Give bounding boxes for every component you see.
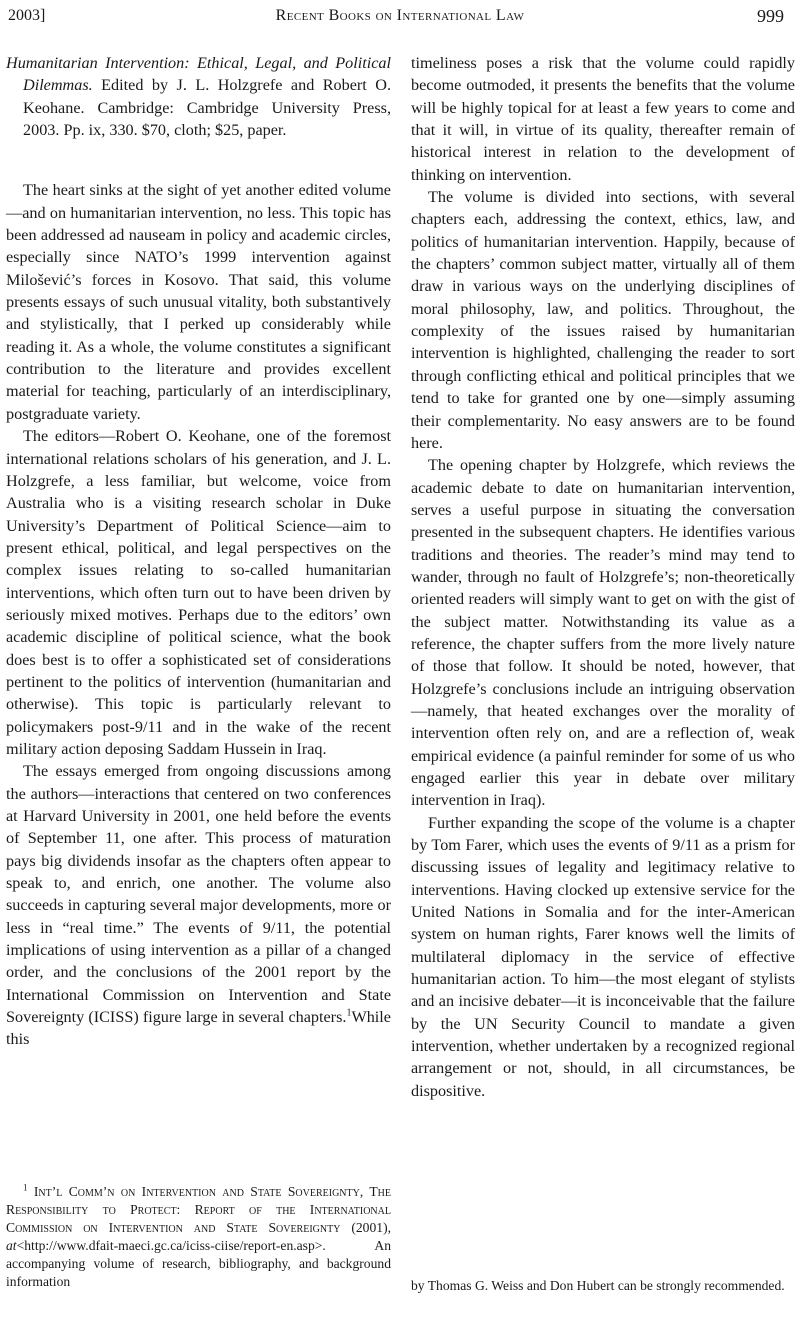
footnote-at: at xyxy=(6,1238,17,1253)
running-header xyxy=(8,6,792,28)
footnotes xyxy=(6,1183,391,1291)
right-column xyxy=(411,52,795,1102)
page-number: 999 xyxy=(757,6,784,26)
footnote xyxy=(6,1183,391,1291)
running-title: Recent Books on International Law xyxy=(275,7,525,24)
header-year: 2003] xyxy=(8,7,46,24)
book-citation xyxy=(6,52,391,141)
left-column xyxy=(6,52,391,1051)
paragraph: The heart sinks at the sight of yet another edited volume—and on humanitarian intervention, no less. This topic has been addressed ad nauseam in policy and academic circles, especially since NATO’s 1999 intervention against Milošević’s forces in Kosovo. That said, this volume presents essays of such unusual vitality, both substantively and stylistically, that I perked up considerably while reading it. As a whole, the volume constitutes a significant contribution to the literature and provides excellent material for teaching, particularly of an interdisciplinary, postgraduate variety. xyxy=(6,181,391,423)
footnote-number: 1 xyxy=(23,1182,28,1193)
book-details: Edited by J. L. Holzgrefe and Robert O. Keohane. Cambridge: Cambridge University Press, 2003. Pp. ix, 330. $70, cloth; $25, paper. xyxy=(23,76,391,140)
paragraph: The editors—Robert O. Keohane, one of the foremost international relations scholars of his generation, and J. L. Holzgrefe, a less familiar, but welcome, voice from Australia who is a visiting research scholar in Duke University’s Department of Political Science—aim to present ethical, political, and legal perspectives on the complex issues relating to so-called humanitarian interventions, which often turn out to have been driven by seriously mixed motives. Perhaps due to the editors’ own academic discipline of political science, what the book does best is to offer a sophisticated set of considerations pertinent to the politics of intervention (humanitarian and otherwise). This topic is particularly relevant to policymakers post-9/11 and in the wake of the recent military action deposing Saddam Hussein in Iraq. xyxy=(6,427,391,758)
footnote-url-text: <http://www.dfait-maeci.gc.ca/iciss-ciise/report-en.asp>. An accompanying volume of research, bibliography, and background information xyxy=(6,1238,391,1289)
footnote-continuation: by Thomas G. Weiss and Don Hubert can be strongly recommended. xyxy=(411,1278,785,1293)
paragraph: timeliness poses a risk that the volume could rapidly become outmoded, it presents the benefits that the volume will be highly topical for at least a few years to come and that it will, in virtue of its quality, thereafter remain of historical interest in relation to the development of thinking on intervention. xyxy=(411,54,795,184)
footnote-reference[interactable]: 1 xyxy=(346,1007,352,1019)
paragraph-tail: While this xyxy=(6,1008,391,1049)
footnote-year: (2001), xyxy=(351,1220,391,1235)
book-title: Humanitarian Intervention: Ethical, Legal, and Political Dilemmas. xyxy=(6,54,391,95)
paragraph: The volume is divided into sections, with several chapters each, addressing the context, ethics, law, and politics of humanitarian intervention. Happily, because of the chapters’ common subject matter, virtually all of them draw in various ways on the underlying disciplines of moral philosophy, law, and politics. Throughout, the complexity of the issues raised by humanitarian intervention is highlighted, challenging the reader to sort through conflicting ethical and political principles that we tend to take for granted one by one—simply assuming their complementarity. No easy answers are to be found here. xyxy=(411,188,795,452)
paragraph: Further expanding the scope of the volume is a chapter by Tom Farer, which uses the events of 9/11 as a prism for discussing issues of legality and legitimacy relative to interventions. Having clocked up extensive service for the United Nations in Somalia and for the inter-American system on human rights, Farer knows well the limits of multilateral diplomacy in the service of effective humanitarian action. To him—the most elegant of stylists and an incisive debater—it is inconceivable that the failure by the UN Security Council to mandate a given intervention, whether undertaken by a recognized regional arrangement or not, should, in all circumstances, be dispositive. xyxy=(411,813,795,1100)
paragraph: The opening chapter by Holzgrefe, which reviews the academic debate to date on humanitarian intervention, serves a useful purpose in situating the conversation presented in the subsequent chapters. He identifies various traditions and theories. The reader’s mind may tend to wander, through no fault of Holzgrefe’s; non-theoretically oriented readers will simply want to get on with the gist of the subject matter. Notwithstanding its value as a reference, the chapter suffers from the more lively nature of those that follow. It should be noted, however, that Holzgrefe’s conclusions include an intriguing observation—namely, that heated exchanges over the morality of intervention often rely on, and are a reflection of, weak empirical evidence (a painful reminder for some of us who engaged earlier this year in debate over military intervention in Iraq). xyxy=(411,456,795,810)
footnote-caps: Int’l Comm’n on Intervention and State Sovereignty, The Responsibility to Protect: Report of the International Commission on Intervention and State Sovereignty xyxy=(6,1184,391,1235)
paragraph xyxy=(6,760,391,1050)
paragraph-text: The essays emerged from ongoing discussions among the authors—interactions that centered on two conferences at Harvard University in 2001, one held before the events of September 11, one after. This process of maturation pays big dividends insofar as the chapters often appear to speak to, and enrich, one another. The volume also succeeds in capturing several major developments, more or less in “real time.” The events of 9/11, the potential implications of using intervention as a pillar of a changed order, and the conclusions of the 2001 report by the International Commission on Intervention and State Sovereignty (ICISS) figure large in several chapters. xyxy=(6,762,391,1027)
